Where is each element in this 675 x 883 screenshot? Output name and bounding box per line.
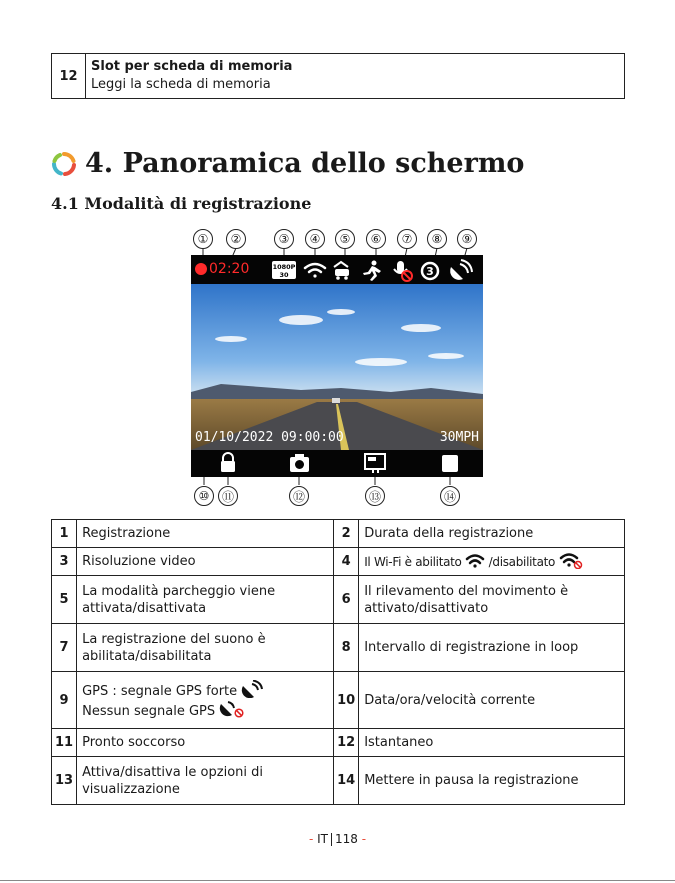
mic-off-icon [394,261,412,281]
cell-number: 10 [334,672,359,729]
gps-icon [450,260,472,280]
dashcam-screen [191,255,483,477]
cell-description: La modalità parcheggio viene attivata/disattivata [77,576,334,624]
callout-4: ④ [305,229,325,249]
wifi-icon [465,554,485,568]
resolution-bottom: 30 [279,271,289,279]
callout-12: ⑫ [289,486,309,506]
cell-description: Registrazione [77,520,334,548]
wifi-off-text: /disabilitato [488,554,556,569]
gps-strong-text: GPS : segnale GPS forte [82,684,238,699]
cell-description: Durata della registrazione [359,520,625,548]
cell-description [77,672,334,729]
cell-description: Intervallo di registrazione in loop [359,624,625,672]
row-description: Leggi la scheda di memoria [91,77,271,92]
resolution-icon [272,261,296,279]
cell-number: 5 [52,576,77,624]
page-footer [0,832,675,846]
camera-icon [290,454,309,472]
cell-number: 3 [52,548,77,576]
bottom-bar [191,450,483,477]
status-icons [271,259,483,283]
loop-3-icon [422,263,438,279]
record-dot-icon [195,263,207,275]
cell-description: La registrazione del suono è abilitata/disabilitata [77,624,334,672]
cell-number: 2 [334,520,359,548]
cell-description: Attiva/disattiva le opzioni di visualizzazione [77,757,334,805]
table-row [52,757,625,805]
cell-description: Pronto soccorso [77,729,334,757]
bottom-rule [0,880,675,881]
cell-description [359,548,625,576]
parking-car-icon [334,262,349,280]
wifi-icon [305,264,325,278]
cell-number: 13 [52,757,77,805]
callout-13: ⑬ [365,486,385,506]
table-row [52,576,625,624]
cell-number: 12 [334,729,359,757]
callout-6: ⑥ [366,229,386,249]
callout-3: ③ [274,229,294,249]
resolution-top: 1080P [272,263,296,271]
callout-7: ⑦ [397,229,417,249]
cell-description: Il rilevamento del movimento è attivato/disattivato [359,576,625,624]
table-row [52,548,625,576]
road-photo [191,284,483,450]
status-bar [191,255,483,284]
cell-number: 4 [334,548,359,576]
cell-number: 9 [52,672,77,729]
cell-number: 14 [334,757,359,805]
callout-8: ⑧ [427,229,447,249]
callout-14: ⑭ [440,486,460,506]
callout-5: ⑤ [335,229,355,249]
gps-icon [241,680,263,698]
speed-readout: 30MPH [439,430,479,445]
footer-dash-left: - [308,832,314,846]
table-row [52,520,625,548]
cell-description: Istantaneo [359,729,625,757]
pause-icon [442,455,458,472]
cell-description: Mettere in pausa la registrazione [359,757,625,805]
callout-9: ⑨ [457,229,477,249]
table-row [52,672,625,729]
callout-2: ② [226,229,246,249]
callout-10: ⑩ [194,486,214,506]
footer-dash-right: - [361,832,367,846]
callout-1: ① [193,229,213,249]
cell-number: 8 [334,624,359,672]
recording-time: 02:20 [209,261,250,277]
cell-number: 11 [52,729,77,757]
gps-none-text: Nessun segnale GPS [82,704,216,719]
display-icon [365,454,385,473]
motion-runner-icon [363,261,381,282]
cell-description: Risoluzione video [77,548,334,576]
recording-indicator [195,261,249,277]
cell-number: 7 [52,624,77,672]
section-subtitle: 4.1 Modalità di registrazione [51,194,312,213]
svg-text:3: 3 [426,265,434,278]
legend-table [51,519,625,805]
row-number: 12 [52,54,86,98]
cell-number: 6 [334,576,359,624]
row-title: Slot per scheda di memoria [91,59,293,74]
table-row [52,624,625,672]
bottom-icons [191,450,483,477]
wifi-off-icon [559,553,583,569]
section-title: 4. Panoramica dello schermo [85,148,525,179]
wifi-on-text: Il Wi-Fi è abilitato [364,554,462,569]
lock-icon [221,453,235,472]
callout-11: ⑪ [218,486,238,506]
cell-number: 1 [52,520,77,548]
gps-off-icon [219,700,245,718]
table-row [52,729,625,757]
footer-lang: IT [317,832,328,846]
datetime-readout: 01/10/2022 09:00:00 [195,430,344,445]
footer-separator [331,833,332,846]
cell-description: Data/ora/velocità corrente [359,672,625,729]
page-number: 118 [334,832,358,846]
